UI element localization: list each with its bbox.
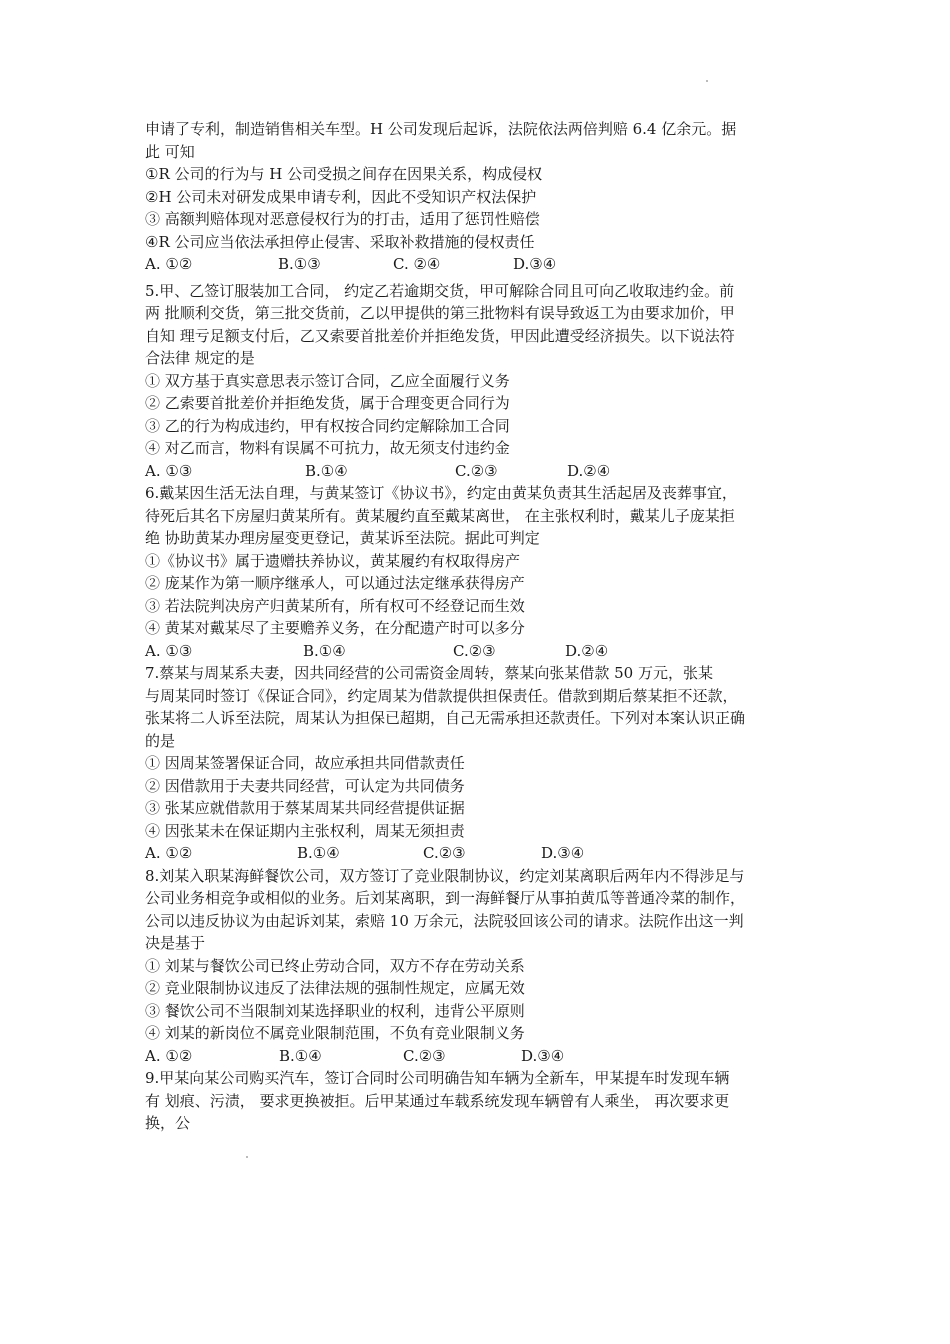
option-4: ④R 公司应当依法承担停止侵害、采取补救措施的侵权责任 — [145, 232, 535, 251]
choice-a: A. ①③ — [145, 641, 193, 660]
question-6 — [145, 482, 815, 662]
question-stem-line: 自知 理亏足额支付后，乙又索要首批差价并拒绝发货，甲因此遭受经济损失。以下说法符 — [145, 326, 735, 345]
choice-b: B.①④ — [303, 641, 346, 660]
option-3: ③ 高额判赔体现对恶意侵权行为的打击，适用了惩罚性赔偿 — [145, 210, 540, 228]
question-stem-line: 张某将二人诉至法院，周某认为担保已超期，自己无需承担还款责任。下列对本案认识正确 — [145, 709, 746, 727]
question-9 — [145, 1067, 815, 1135]
choice-d: D.②④ — [565, 641, 609, 660]
question-5 — [145, 280, 815, 483]
choice-c: C.②③ — [403, 1046, 446, 1065]
choice-c: C.②③ — [455, 461, 498, 480]
question-stem-line: 5.甲、乙签订服装加工合同， 约定乙若逾期交货，甲可解除合同且可向乙收取违约金。前 — [145, 281, 735, 300]
choice-b: B.①④ — [305, 461, 348, 480]
scan-speck — [706, 80, 708, 82]
scan-speck — [246, 1156, 248, 1158]
choice-a: A. ①② — [145, 844, 193, 862]
question-stem-line: 8.刘某入职某海鲜餐饮公司，双方签订了竞业限制协议，约定刘某离职后两年内不得涉足与 — [145, 866, 745, 885]
question-stem-line: 公司以违反协议为由起诉刘某，索赔 10 万余元，法院驳回该公司的请求。法院作出这一判 — [145, 911, 744, 930]
question-stem-line: 申请了专利，制造销售相关车型。H 公司发现后起诉，法院依法两倍判赔 6.4 亿余元。据 — [145, 120, 737, 138]
question-stem-line: 9.甲某向某公司购买汽车，签订合同时公司明确告知车辆为全新车，甲某提车时发现车辆 — [145, 1069, 730, 1087]
question-8 — [145, 865, 815, 1068]
choice-d: D.②④ — [567, 461, 611, 480]
option-2: ② 因借款用于夫妻共同经营，可认定为共同债务 — [145, 776, 465, 795]
answer-choices — [145, 1045, 815, 1068]
option-1: ①《协议书》属于遗赠扶养协议，黄某履约有权取得房产 — [145, 551, 521, 570]
question-stem-line: 此 可知 — [145, 142, 195, 161]
exam-page — [145, 118, 815, 1135]
option-3: ③ 乙的行为构成违约，甲有权按合同约定解除加工合同 — [145, 416, 510, 435]
choice-a: A. ①③ — [145, 461, 193, 480]
option-1: ①R 公司的行为与 H 公司受损之间存在因果关系，构成侵权 — [145, 165, 543, 183]
choice-b: B.①④ — [279, 1046, 322, 1065]
option-2: ② 庞某作为第一顺序继承人，可以通过法定继承获得房产 — [145, 574, 525, 592]
choice-a: A. ①② — [145, 255, 193, 273]
answer-choices — [145, 842, 815, 865]
choice-b: B.①③ — [278, 255, 321, 273]
question-4 — [145, 118, 815, 276]
option-1: ① 刘某与餐饮公司已终止劳动合同，双方不存在劳动关系 — [145, 956, 525, 975]
question-7 — [145, 662, 815, 865]
option-1: ① 因周某签署保证合同，故应承担共同借款责任 — [145, 754, 465, 772]
question-stem-line: 两 批顺利交货，第三批交货前，乙以甲提供的第三批物料有误导致返工为由要求加价，甲 — [145, 304, 735, 322]
option-3: ③ 若法院判决房产归黄某所有，所有权可不经登记而生效 — [145, 596, 525, 615]
option-1: ① 双方基于真实意思表示签订合同，乙应全面履行义务 — [145, 371, 510, 390]
option-3: ③ 张某应就借款用于蔡某周某共同经营提供证据 — [145, 799, 465, 817]
question-stem-line: 换，公 — [145, 1114, 191, 1132]
question-stem-line: 6.戴某因生活无法自理，与黄某签订《协议书》，约定由黄某负责其生活起居及丧葬事宜， — [145, 484, 737, 502]
option-4: ④ 对乙而言，物料有误属不可抗力，故无须支付违约金 — [145, 439, 510, 457]
choice-c: C.②③ — [423, 844, 466, 862]
option-2: ② 乙索要首批差价并拒绝发货，属于合理变更合同行为 — [145, 394, 510, 412]
option-4: ④ 刘某的新岗位不属竞业限制范围，不负有竞业限制义务 — [145, 1024, 525, 1042]
choice-c: C. ②④ — [393, 255, 441, 273]
option-2: ② 竞业限制协议违反了法律法规的强制性规定，应属无效 — [145, 979, 525, 997]
question-stem-line: 有 划痕、污渍， 要求更换被拒。后甲某通过车载系统发现车辆曾有人乘坐， 再次要求更 — [145, 1091, 730, 1110]
choice-d: D.③④ — [541, 844, 585, 862]
question-stem-line: 公司业务相竞争或相似的业务。后刘某离职，到一海鲜餐厅从事拍黄瓜等普通冷菜的制作， — [145, 889, 746, 907]
answer-choices — [145, 640, 815, 663]
answer-choices — [145, 460, 815, 483]
question-stem-line: 绝 协助黄某办理房屋变更登记，黄某诉至法院。据此可判定 — [145, 529, 540, 547]
choice-d: D.③④ — [521, 1046, 565, 1065]
choice-d: D.③④ — [513, 255, 557, 273]
choice-c: C.②③ — [453, 641, 496, 660]
question-stem-line: 待死后其名下房屋归黄某所有。黄某履约直至戴某离世， 在主张权利时，戴某儿子庞某拒 — [145, 506, 735, 525]
question-stem-line: 合法律 规定的是 — [145, 349, 255, 367]
option-3: ③ 餐饮公司不当限制刘某选择职业的权利，违背公平原则 — [145, 1001, 525, 1020]
question-stem-line: 与周某同时签订《保证合同》，约定周某为借款提供担保责任。借款到期后蔡某拒不还款， — [145, 686, 738, 705]
question-stem-line: 的是 — [145, 731, 176, 750]
question-stem-line: 7.蔡某与周某系夫妻，因共同经营的公司需资金周转，蔡某向张某借款 50 万元，张某 — [145, 664, 713, 682]
choice-a: A. ①② — [145, 1046, 193, 1065]
option-4: ④ 因张某未在保证期内主张权利，周某无须担责 — [145, 821, 465, 840]
option-2: ②H 公司未对研发成果申请专利，因此不受知识产权法保护 — [145, 187, 537, 206]
option-4: ④ 黄某对戴某尽了主要赡养义务，在分配遗产时可以多分 — [145, 619, 525, 637]
choice-b: B.①④ — [297, 844, 340, 862]
question-stem-line: 决是基于 — [145, 934, 206, 952]
answer-choices — [145, 253, 815, 276]
